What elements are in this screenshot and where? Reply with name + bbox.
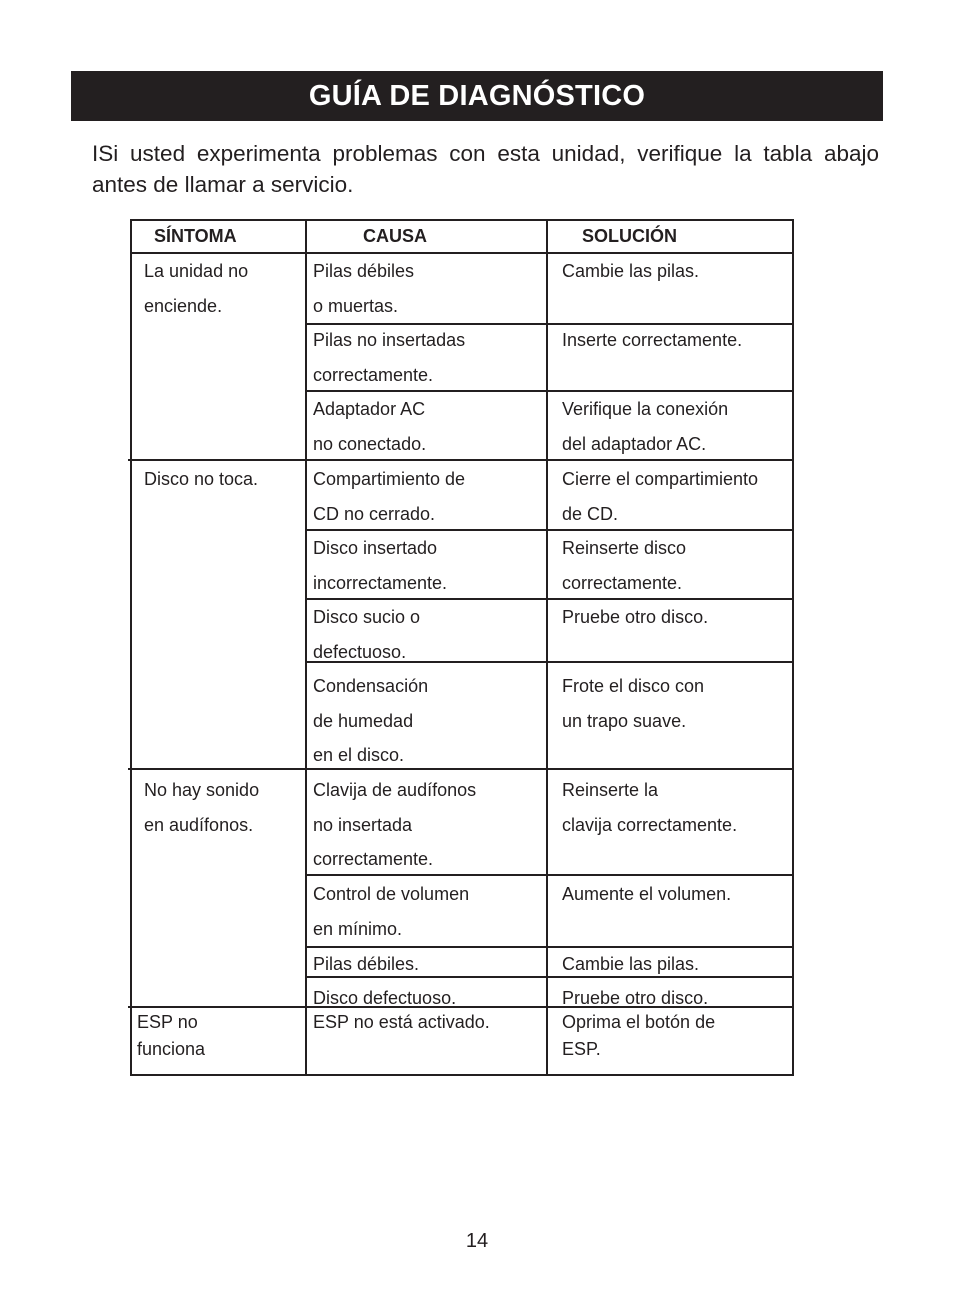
cause-cell: ESP no está activado. [313, 1012, 490, 1032]
cause-cell: Clavija de audífonos no insertada correctamente. [313, 780, 477, 870]
cause-cell: Adaptador AC no conectado. [313, 399, 427, 454]
table-border-bottom [130, 1074, 794, 1076]
cause-cell: Compartimiento de CD no cerrado. [313, 469, 466, 524]
header-symptom: SÍNTOMA [154, 226, 237, 246]
column-divider [546, 219, 548, 1076]
solution-cell: Cambie las pilas. [562, 954, 700, 974]
cause-cell: Disco sucio o defectuoso. [313, 607, 421, 662]
symptom-cell: Disco no toca. [144, 469, 259, 489]
group-divider [128, 768, 794, 770]
solution-cell: Pruebe otro disco. [562, 988, 709, 1008]
cause-cell: Condensación de humedad en el disco. [313, 676, 429, 766]
symptom-cell: ESP no funciona [137, 1012, 206, 1059]
symptom-cell: La unidad no enciende. [144, 261, 249, 316]
intro-paragraph: ISi usted experimenta problemas con esta unidad, verifique la tabla abajo antes de llamar a servicio. [92, 141, 879, 197]
solution-cell: Cambie las pilas. [562, 261, 700, 281]
table-border-right [792, 219, 794, 1076]
solution-cell: Inserte correctamente. [562, 330, 743, 350]
header-cause: CAUSA [363, 226, 428, 246]
solution-cell: Reinserte la clavija correctamente. [562, 780, 738, 835]
page-title: GUÍA DE DIAGNÓSTICO [308, 79, 646, 112]
solution-cell: Pruebe otro disco. [562, 607, 709, 627]
cause-cell: Disco defectuoso. [313, 988, 457, 1008]
page-number: 14 [465, 1230, 489, 1252]
header-solution: SOLUCIÓN [582, 226, 678, 246]
solution-cell: Cierre el compartimiento de CD. [562, 469, 759, 524]
symptom-cell: No hay sonido en audífonos. [144, 780, 260, 835]
table-border-left [130, 219, 132, 1076]
solution-cell: Frote el disco con un trapo suave. [562, 676, 705, 731]
column-divider [305, 219, 307, 1076]
title-banner [71, 71, 883, 121]
solution-cell: Reinserte disco correctamente. [562, 538, 687, 593]
solution-cell: Verifique la conexión del adaptador AC. [562, 399, 729, 454]
cause-cell: Pilas débiles o muertas. [313, 261, 415, 316]
solution-cell: Aumente el volumen. [562, 884, 732, 904]
diagnostic-table [130, 219, 794, 1076]
cause-cell: Pilas débiles. [313, 954, 420, 974]
cause-cell: Disco insertado incorrectamente. [313, 538, 448, 593]
cause-cell: Pilas no insertadas correctamente. [313, 330, 466, 385]
solution-cell: Oprima el botón de ESP. [562, 1012, 716, 1059]
cause-cell: Control de volumen en mínimo. [313, 884, 470, 939]
